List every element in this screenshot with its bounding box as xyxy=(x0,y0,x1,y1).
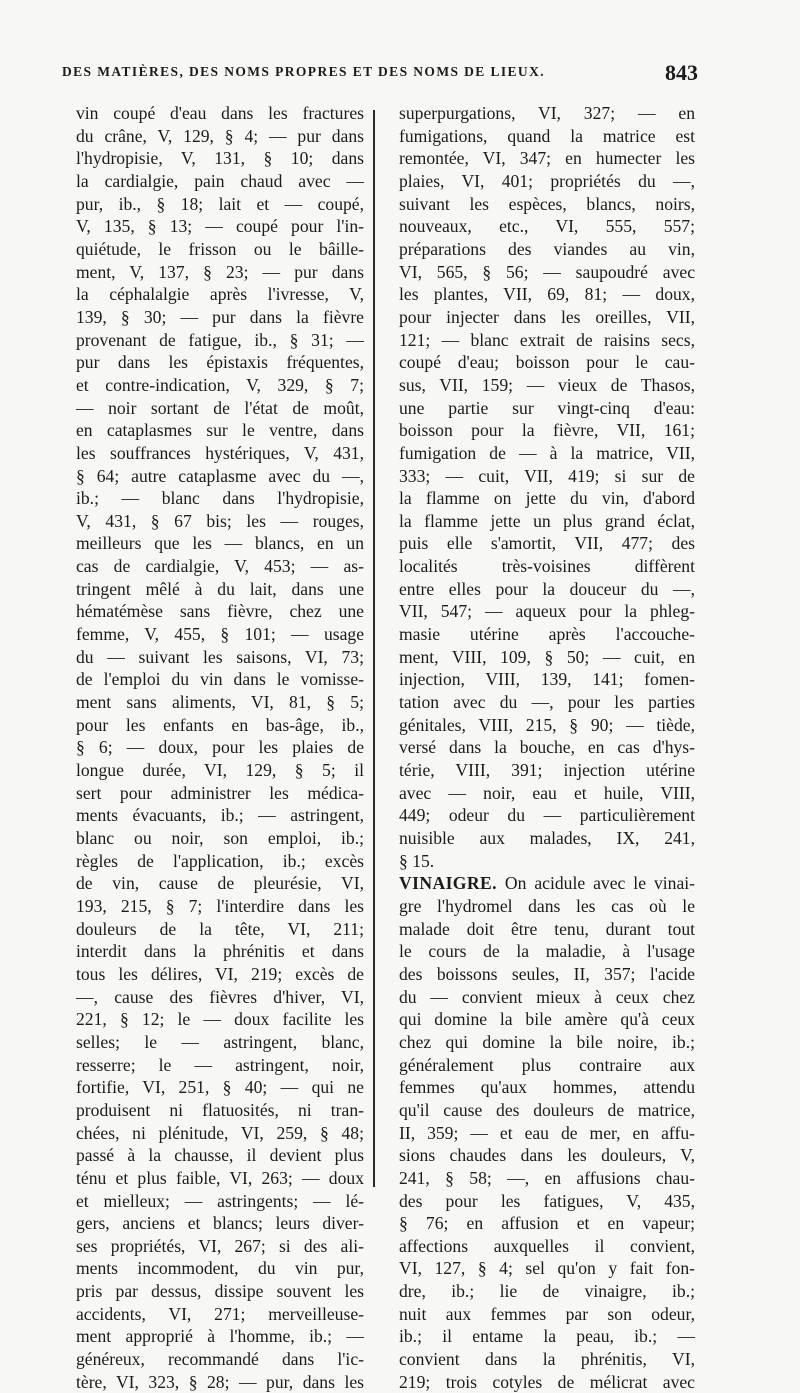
entry-line: produisent ni flatuosités, ni tran- xyxy=(76,1099,364,1120)
entry-line: ib.; il entame la peau, ib.; — xyxy=(399,1326,695,1347)
entry-line: douleurs de la tête, VI, 211; xyxy=(76,918,364,939)
entry-line: provenant de fatigue, ib., § 31; — xyxy=(76,329,364,350)
entry-line: hématémèse sans fièvre, chez une xyxy=(76,601,364,622)
entry-line: ments évacuants, ib.; — astringent, xyxy=(76,805,364,826)
left-column xyxy=(76,102,364,1393)
entry-line: génitales, VIII, 215, § 90; — tiède, xyxy=(399,714,695,735)
entry-line: entre elles pour la douceur du —, xyxy=(399,578,695,599)
entry-line: § 76; en affusion et en vapeur; xyxy=(399,1213,695,1234)
entry-line: nouveaux, etc., VI, 555, 557; xyxy=(399,216,695,237)
entry-line: la flamme jette un plus grand éclat, xyxy=(399,510,695,531)
entry-line xyxy=(399,872,695,895)
entry-line: § 6; — doux, pour les plaies de xyxy=(76,737,364,758)
entry-line: ib.; — blanc dans l'hydropisie, xyxy=(76,488,364,509)
entry-line: V, 135, § 13; — coupé pour l'in- xyxy=(76,216,364,237)
running-head: DES MATIÈRES, DES NOMS PROPRES ET DES NOMS DE LIEUX. xyxy=(62,64,546,79)
entry-line: les souffrances hystériques, V, 431, xyxy=(76,442,364,463)
entry-line: plaies, VI, 401; propriétés du —, xyxy=(399,170,695,191)
entry-line: et mielleux; — astringents; — lé- xyxy=(76,1190,364,1211)
entry-line: —, cause des fièvres d'hiver, VI, xyxy=(76,986,364,1007)
entry-line: une partie sur vingt-cinq d'eau: xyxy=(399,397,695,418)
entry-line: resserre; le — astringent, noir, xyxy=(76,1054,364,1075)
entry-line: chez qui domine la bile noire, ib.; xyxy=(399,1031,695,1052)
entry-line: qui domine la bile amère qu'à ceux xyxy=(399,1009,695,1030)
entry-line: femme, V, 455, § 101; — usage xyxy=(76,624,364,645)
entry-line: 333; — cuit, VII, 419; si sur de xyxy=(399,465,695,486)
entry-line: tringent mêlé à du lait, dans une xyxy=(76,578,364,599)
entry-line: ment, VIII, 109, § 50; — cuit, en xyxy=(399,646,695,667)
entry-line: interdit dans la phrénitis et dans xyxy=(76,941,364,962)
entry-line: ment, V, 137, § 23; — pur dans xyxy=(76,261,364,282)
entry-line: la flamme on jette du vin, d'abord xyxy=(399,488,695,509)
entry-line: puis elle s'amortit, VII, 477; des xyxy=(399,533,695,554)
entry-line: règles de l'application, ib.; excès xyxy=(76,850,364,871)
entry-line: les plantes, VII, 69, 81; — doux, xyxy=(399,284,695,305)
entry-line: 193, 215, § 7; l'interdire dans les xyxy=(76,895,364,916)
entry-line: ment sans aliments, VI, 81, § 5; xyxy=(76,692,364,713)
entry-line: pris par dessus, dissipe souvent les xyxy=(76,1281,364,1302)
entry-line: la céphalalgie après l'ivresse, V, xyxy=(76,284,364,305)
entry-line: § 64; autre cataplasme avec du —, xyxy=(76,465,364,486)
entry-line: térie, VIII, 391; injection utérine xyxy=(399,760,695,781)
entry-line: vin coupé d'eau dans les fractures xyxy=(76,103,364,123)
entry-line: injection, VIII, 139, 141; fomen- xyxy=(399,669,695,690)
entry-line: convient dans la phrénitis, VI, xyxy=(399,1349,695,1370)
entry-line: des pour les fatigues, V, 435, xyxy=(399,1190,695,1211)
entry-line: généralement plus contraire aux xyxy=(399,1054,695,1075)
entry-line: nuisible aux malades, IX, 241, xyxy=(399,828,695,848)
entry-line: des boissons seules, II, 357; l'acide xyxy=(399,963,695,984)
entry-line: localités très-voisines diffèrent xyxy=(399,556,695,577)
entry-line: VII, 547; — aqueux pour la phleg- xyxy=(399,601,695,622)
entry-line: II, 359; — et eau de mer, en affu- xyxy=(399,1122,695,1143)
entry-line: 449; odeur du — particulièrement xyxy=(399,805,695,826)
entry-text: On acidule avec le vinai- xyxy=(504,873,695,894)
entry-line: masie utérine après l'accouche- xyxy=(399,624,695,645)
entry-line: tous les délires, VI, 219; excès de xyxy=(76,963,364,984)
entry-line: pour les enfants en bas-âge, ib., xyxy=(76,714,364,735)
entry-line: tère, VI, 323, § 28; — pur, dans les xyxy=(76,1371,364,1392)
entry-line: V, 431, § 67 bis; les — rouges, xyxy=(76,510,364,531)
entry-line: la cardialgie, pain chaud avec — xyxy=(76,170,364,191)
entry-line: préparations des viandes au vin, xyxy=(399,238,695,259)
entry-line: de vin, cause de pleurésie, VI, xyxy=(76,873,364,894)
entry-line: femmes qu'aux hommes, attendu xyxy=(399,1077,695,1098)
entry-line: gre l'hydromel dans les cas où le xyxy=(399,895,695,916)
entry-line: gers, anciens et blancs; leurs diver- xyxy=(76,1213,364,1234)
entry-line: coupé d'eau; boisson pour le cau- xyxy=(399,352,695,373)
entry-line: blanc ou noir, son emploi, ib.; xyxy=(76,828,364,848)
entry-line: malade doit être tenu, durant tout xyxy=(399,918,695,939)
entry-line: affections auxquelles il convient, xyxy=(399,1235,695,1256)
entry-line: pur, ib., § 18; lait et — coupé, xyxy=(76,193,364,214)
entry-line: 241, § 58; —, en affusions chau- xyxy=(399,1167,695,1188)
entry-line: ment approprié à l'homme, ib.; — xyxy=(76,1326,364,1347)
entry-line: versé dans la bouche, en cas d'hys- xyxy=(399,737,695,758)
entry-line: pour injecter dans les oreilles, VII, xyxy=(399,306,695,327)
entry-line: — noir sortant de l'état de moût, xyxy=(76,397,364,418)
entry-line: l'hydropisie, V, 131, § 10; dans xyxy=(76,148,364,169)
entry-line: superpurgations, VI, 327; — en xyxy=(399,103,695,123)
entry-line: suivant les espèces, blancs, noirs, xyxy=(399,193,695,214)
entry-line: du crâne, V, 129, § 4; — pur dans xyxy=(76,125,364,146)
entry-line: accidents, VI, 271; merveilleuse- xyxy=(76,1303,364,1324)
page-number: 843 xyxy=(665,60,698,85)
entry-line: sert pour administrer les médica- xyxy=(76,782,364,803)
entry-line: boisson pour la fièvre, VII, 161; xyxy=(399,420,695,441)
entry-line: fumigations, quand la matrice est xyxy=(399,125,695,146)
entry-line: VI, 127, § 4; sel qu'on y fait fon- xyxy=(399,1258,695,1279)
entry-vinaigre xyxy=(399,872,695,1393)
entry-line: le cours de la maladie, à l'usage xyxy=(399,941,695,962)
entry-line: généreux, recommandé dans l'ic- xyxy=(76,1349,364,1370)
entry-line: passé à la chausse, il devient plus xyxy=(76,1145,364,1166)
entry-line: 139, § 30; — pur dans la fièvre xyxy=(76,306,364,327)
entry-line: nuit aux femmes par son odeur, xyxy=(399,1303,695,1324)
entry-line: fortifie, VI, 251, § 40; — qui ne xyxy=(76,1077,364,1098)
entry-line: ments incommodent, du vin pur, xyxy=(76,1258,364,1279)
entry-line: de l'emploi du vin dans le vomisse- xyxy=(76,669,364,690)
entry-line: ténu et plus faible, VI, 263; — doux xyxy=(76,1167,364,1188)
entry-line: 121; — blanc extrait de raisins secs, xyxy=(399,329,695,350)
entry-line: quiétude, le frisson ou le bâille- xyxy=(76,238,364,259)
entry-vin-continuation xyxy=(399,102,695,872)
column-divider xyxy=(373,110,375,1187)
entry-line: sions chaudes dans les douleurs, V, xyxy=(399,1145,695,1166)
entry-line: du — suivant les saisons, VI, 73; xyxy=(76,646,364,667)
entry-line: tation avec du —, pour les parties xyxy=(399,692,695,713)
entry-line: sus, VII, 159; — vieux de Thasos, xyxy=(399,374,695,395)
right-column xyxy=(399,102,695,1393)
entry-line: en cataplasmes sur le ventre, dans xyxy=(76,420,364,441)
entry-line: cas de cardialgie, V, 453; — as- xyxy=(76,556,364,577)
entry-line: longue durée, VI, 129, § 5; il xyxy=(76,760,364,781)
entry-line: § 15. xyxy=(399,850,435,871)
entry-line: 221, § 12; le — doux facilite les xyxy=(76,1009,364,1030)
entry-line: pur dans les épistaxis fréquentes, xyxy=(76,352,364,373)
entry-line: et contre-indication, V, 329, § 7; xyxy=(76,374,364,395)
entry-line: VI, 565, § 56; — saupoudré avec xyxy=(399,261,695,282)
entry-line: ses propriétés, VI, 267; si des ali- xyxy=(76,1235,364,1256)
entry-line: du — convient mieux à ceux chez xyxy=(399,986,695,1007)
entry-headword: VINAIGRE. xyxy=(399,873,497,894)
entry-line: avec — noir, eau et huile, VIII, xyxy=(399,782,695,803)
entry-line: fumigation de — à la matrice, VII, xyxy=(399,442,695,463)
entry-line: selles; le — astringent, blanc, xyxy=(76,1031,364,1052)
entry-line: meilleurs que les — blancs, en un xyxy=(76,533,364,554)
entry-line: 219; trois cotyles de mélicrat avec xyxy=(399,1371,695,1392)
entry-line: chées, ni plénitude, VI, 259, § 48; xyxy=(76,1122,364,1143)
entry-line: qu'il cause des douleurs de matrice, xyxy=(399,1099,695,1120)
entry-line: remontée, VI, 347; en humecter les xyxy=(399,148,695,169)
entry-line: dre, ib.; lie de vinaigre, ib.; xyxy=(399,1281,695,1302)
